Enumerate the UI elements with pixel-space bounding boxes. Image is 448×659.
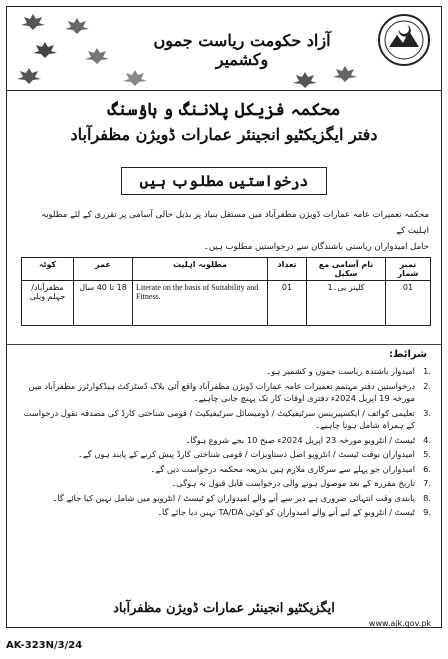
maple-leaf-icon: [15, 13, 51, 31]
col-quota-header: کوٹہ: [22, 258, 74, 281]
reference-number: AK-323N/3/24: [6, 640, 83, 651]
list-item: 7. تاریخ مقررہ کے بعد موصول ہونے والی درخواست قابل قبول نہ ہوگی۔: [171, 478, 431, 488]
list-item: 8. پابندی وقت انتہائی ضروری ہے دیر سے آنے والے امیدواران کو ٹیسٹ / انٹرویو میں شامل نہیں کیا جائے گا۔: [52, 492, 431, 503]
col-age-header: عمر: [74, 258, 133, 281]
maple-leaf-icon: [59, 17, 95, 35]
maple-leaf-icon: [287, 71, 323, 89]
list-item: 2. درخواستیں دفتر مہتمم تعمیرات عامہ عمارات ڈویژن مظفرآباد واقع آئی بلاک ڈسٹرکٹ ہیڈکوارٹرز مظفرآباد میں مورخہ 19 اپریل 2024ء دفتری اوقات کار تک پہنچ جانی چاہیے۔: [28, 380, 431, 403]
age-cell: 18 تا 40 سال: [74, 281, 133, 326]
intro-line-1: محکمہ تعمیرات عامہ عمارات ڈویژن مظفرآباد میں مستقل بنیاد پر بذیل خالی آسامی پر تقرری کے لئے مطلوبہ اہلیت کے: [41, 210, 429, 236]
applications-required-box: درخواستیں مطلوب ہیں: [121, 167, 327, 195]
header-banner: [7, 7, 441, 91]
website-link[interactable]: www.ajk.gov.pk: [368, 619, 431, 628]
section-divider: [7, 344, 441, 345]
table-row: [22, 281, 431, 326]
list-item: 4. ٹیسٹ / انٹرویو مورخہ 23 اپریل 2024ء صبح 10 بجے شروع ہوگا۔: [185, 434, 431, 445]
ad-frame: [6, 6, 442, 628]
list-item: 6. امیدواران جو پہلے سے سرکاری ملازم ہیں بذریعہ محکمہ درخواست دیں گے۔: [150, 463, 431, 474]
intro-paragraph: [21, 207, 429, 255]
list-item: 9. ٹیسٹ / انٹرویو کے لیے آنے والے امیدواران کو کوئی TA/DA نہیں دیا جائے گا۔: [157, 507, 431, 517]
maple-leaf-icon: [117, 69, 153, 87]
col-post-header: نام آسامی مع سکیل: [307, 258, 386, 281]
table-header-row: [22, 258, 431, 281]
list-item: 1. امیدوار باشندہ ریاست جموں و کشمیر ہو۔: [266, 366, 431, 376]
quota-cell: مظفرآباد/جہلم ویلی: [22, 281, 74, 326]
conditions-title: شرائط:: [389, 349, 427, 360]
conditions-list: [21, 365, 431, 521]
col-serial-header: نمبر شمار: [386, 258, 431, 281]
qualification-cell: Literate on the basis of Suitability and Fitness.: [133, 281, 268, 326]
count-cell: 01: [268, 281, 307, 326]
office-heading: دفتر ایگزیکٹیو انجینئر عمارات ڈویژن مظفرآباد: [70, 125, 378, 144]
maple-leaf-icon: [79, 47, 115, 65]
list-item: 3. تعلیمی کوائف / ایکسپیرینس سرٹیفیکیٹ / ڈومیسائل سرٹیفیکیٹ / قومی شناختی کارڈ کی مصدقہ نقول درخواست کے ہمراہ شامل ہونا چاہیے۔: [23, 407, 431, 430]
vacancy-table: [21, 257, 431, 326]
maple-leaf-icon: [11, 67, 47, 85]
post-cell: کلینر بی۔1: [307, 281, 386, 326]
signatory-title: ایگزیکٹیو انجینئر عمارات ڈویژن مظفرآباد: [113, 601, 335, 616]
intro-line-2: حامل امیدواران ریاستی باشندگان سے درخواستیں مطلوب ہیں۔: [203, 242, 429, 252]
col-count-header: تعداد: [268, 258, 307, 281]
col-qualification-header: مطلوبہ اہلیت: [133, 258, 268, 281]
department-heading: محکمہ فزیکل پلاننگ و ہاؤسنگ: [107, 100, 341, 120]
government-emblem-icon: [377, 13, 431, 67]
list-item: 5. امیدواران بوقت ٹیسٹ / انٹرویو اصل دستاویزات / قومی شناختی کارڈ پیش کرنے کے پابند ہوں گے۔: [78, 449, 431, 459]
maple-leaf-icon: [27, 41, 63, 59]
government-title: آزاد حکومت ریاست جموں وکشمیر: [153, 31, 331, 69]
serial-cell: 01: [386, 281, 431, 326]
